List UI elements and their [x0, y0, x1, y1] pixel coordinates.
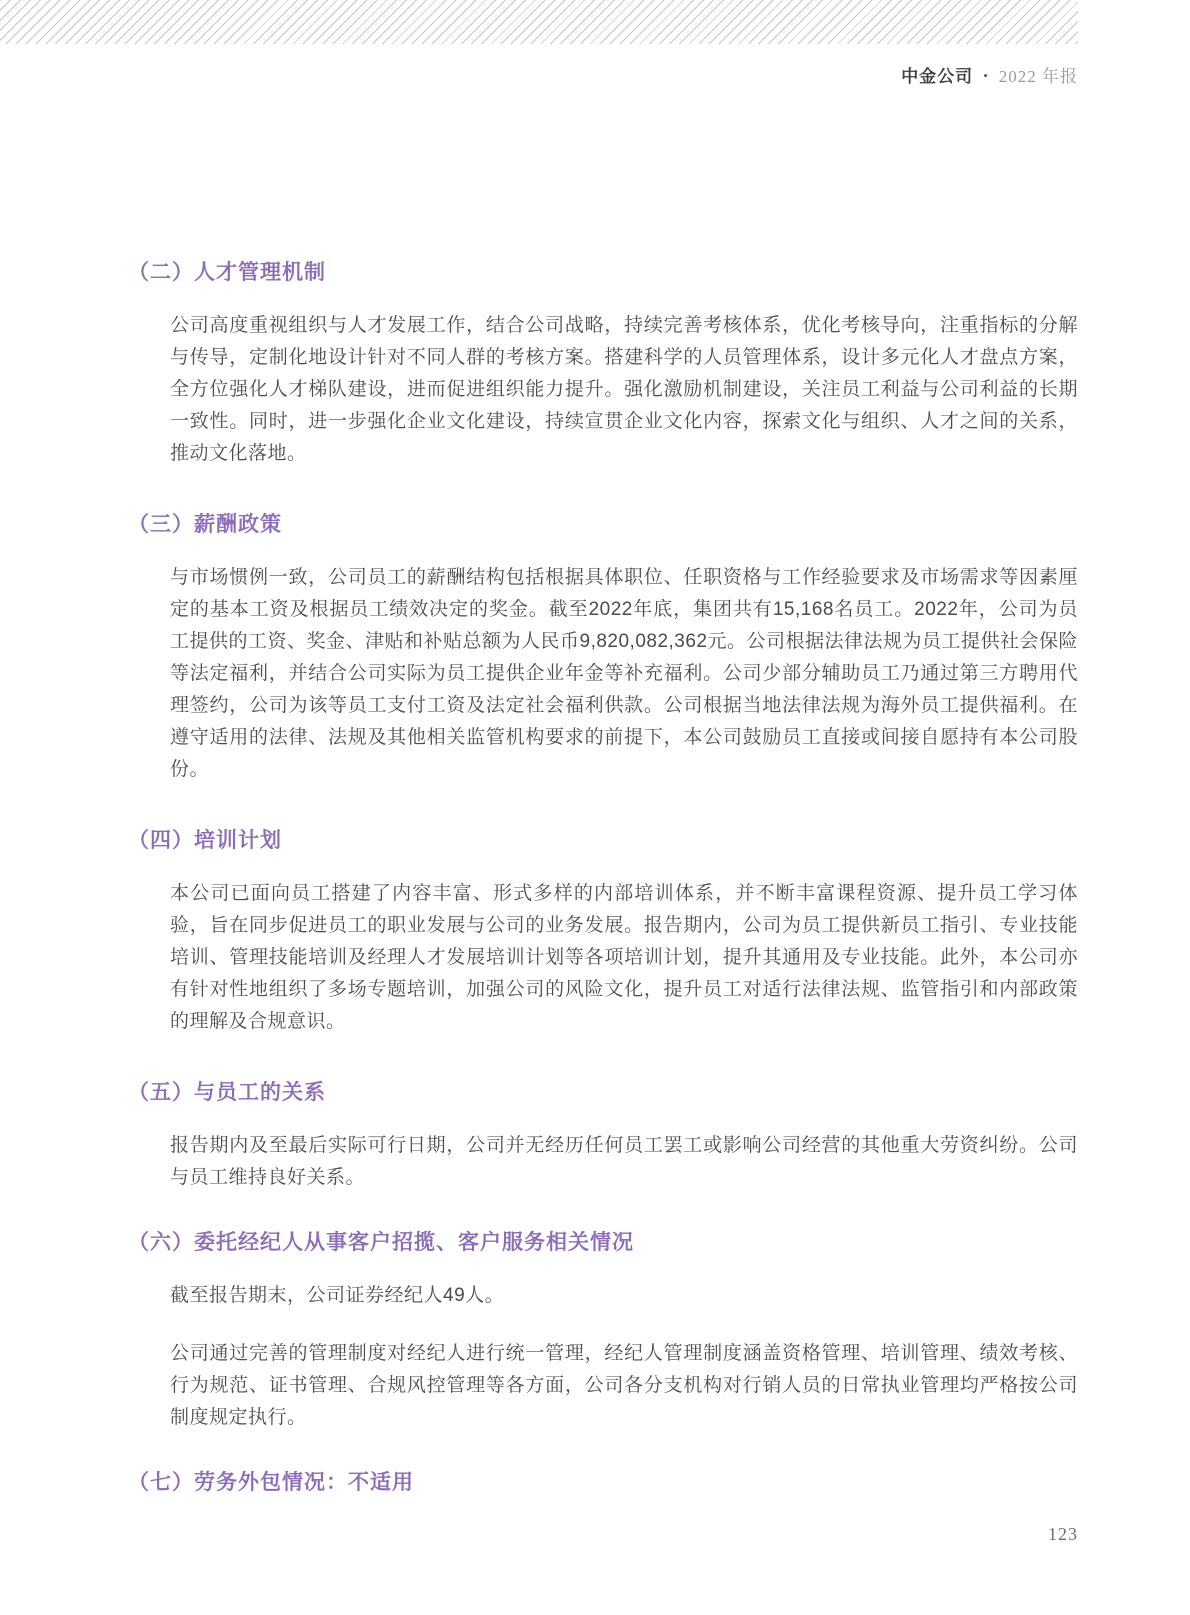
- section-heading-compensation-policy: （三）薪酬政策: [128, 513, 282, 536]
- section-talent-management: [128, 258, 1078, 470]
- paragraph: 公司高度重视组织与人才发展工作，结合公司战略，持续完善考核体系，优化考核导向，注重指标的分解与传导，定制化地设计针对不同人群的考核方案。搭建科学的人员管理体系，设计多元化人才盘点方案，全方位强化人才梯队建设，进而促进组织能力提升。强化激励机制建设，关注员工利益与公司利益的长期一致性。同时，进一步强化企业文化建设，持续宣贯企业文化内容，探索文化与组织、人才之间的关系，推动文化落地。: [170, 315, 1078, 464]
- report-edition: 2022 年报: [998, 67, 1078, 86]
- section-heading-labor-outsourcing: （七）劳务外包情况：不适用: [128, 1471, 414, 1494]
- running-header: [901, 62, 1078, 87]
- paragraph: 公司通过完善的管理制度对经纪人进行统一管理，经纪人管理制度涵盖资格管理、培训管理、绩效考核、行为规范、证书管理、合规风控管理等各方面，公司各分支机构对行销人员的日常执业管理均严格按公司制度规定执行。: [170, 1343, 1078, 1428]
- main-content: [128, 258, 1078, 1538]
- page-number: 123: [1048, 1524, 1078, 1544]
- section-training-plan: [128, 826, 1078, 1038]
- hatch-pattern: [0, 0, 1078, 44]
- section-broker-agents: [128, 1228, 1078, 1434]
- section-heading-training-plan: （四）培训计划: [128, 829, 282, 852]
- section-heading-employee-relations: （五）与员工的关系: [128, 1081, 326, 1104]
- section-heading-talent-management: （二）人才管理机制: [128, 261, 326, 284]
- paragraph: 截至报告期末，公司证券经纪人49人。: [170, 1285, 505, 1306]
- bullet-separator: •: [983, 68, 989, 83]
- section-heading-broker-agents: （六）委托经纪人从事客户招揽、客户服务相关情况: [128, 1231, 634, 1254]
- paragraph: 与市场惯例一致，公司员工的薪酬结构包括根据具体职位、任职资格与工作经验要求及市场需求等因素厘定的基本工资及根据员工绩效决定的奖金。截至2022年底，集团共有15,168名员工。2022年，公司为员工提供的工资、奖金、津贴和补贴总额为人民币9,820,082,362元。公司根据法律法规为员工提供社会保险等法定福利，并结合公司实际为员工提供企业年金等补充福利。公司少部分辅助员工乃通过第三方聘用代理签约，公司为该等员工支付工资及法定社会福利供款。公司根据当地法律法规为海外员工提供福利。在遵守适用的法律、法规及其他相关监管机构要求的前提下，本公司鼓励员工直接或间接自愿持有本公司股份。: [170, 567, 1079, 780]
- company-name: 中金公司: [901, 67, 974, 86]
- paragraph: 报告期内及至最后实际可行日期，公司并无经历任何员工罢工或影响公司经营的其他重大劳资纠纷。公司与员工维持良好关系。: [170, 1135, 1078, 1188]
- section-labor-outsourcing: [128, 1468, 1078, 1498]
- section-employee-relations: [128, 1078, 1078, 1194]
- section-compensation-policy: [128, 510, 1078, 786]
- paragraph: 本公司已面向员工搭建了内容丰富、形式多样的内部培训体系，并不断丰富课程资源、提升员工学习体验，旨在同步促进员工的职业发展与公司的业务发展。报告期内，公司为员工提供新员工指引、专业技能培训、管理技能培训及经理人才发展培训计划等各项培训计划，提升其通用及专业技能。此外，本公司亦有针对性地组织了多场专题培训，加强公司的风险文化，提升员工对适行法律法规、监管指引和内部政策的理解及合规意识。: [170, 883, 1078, 1032]
